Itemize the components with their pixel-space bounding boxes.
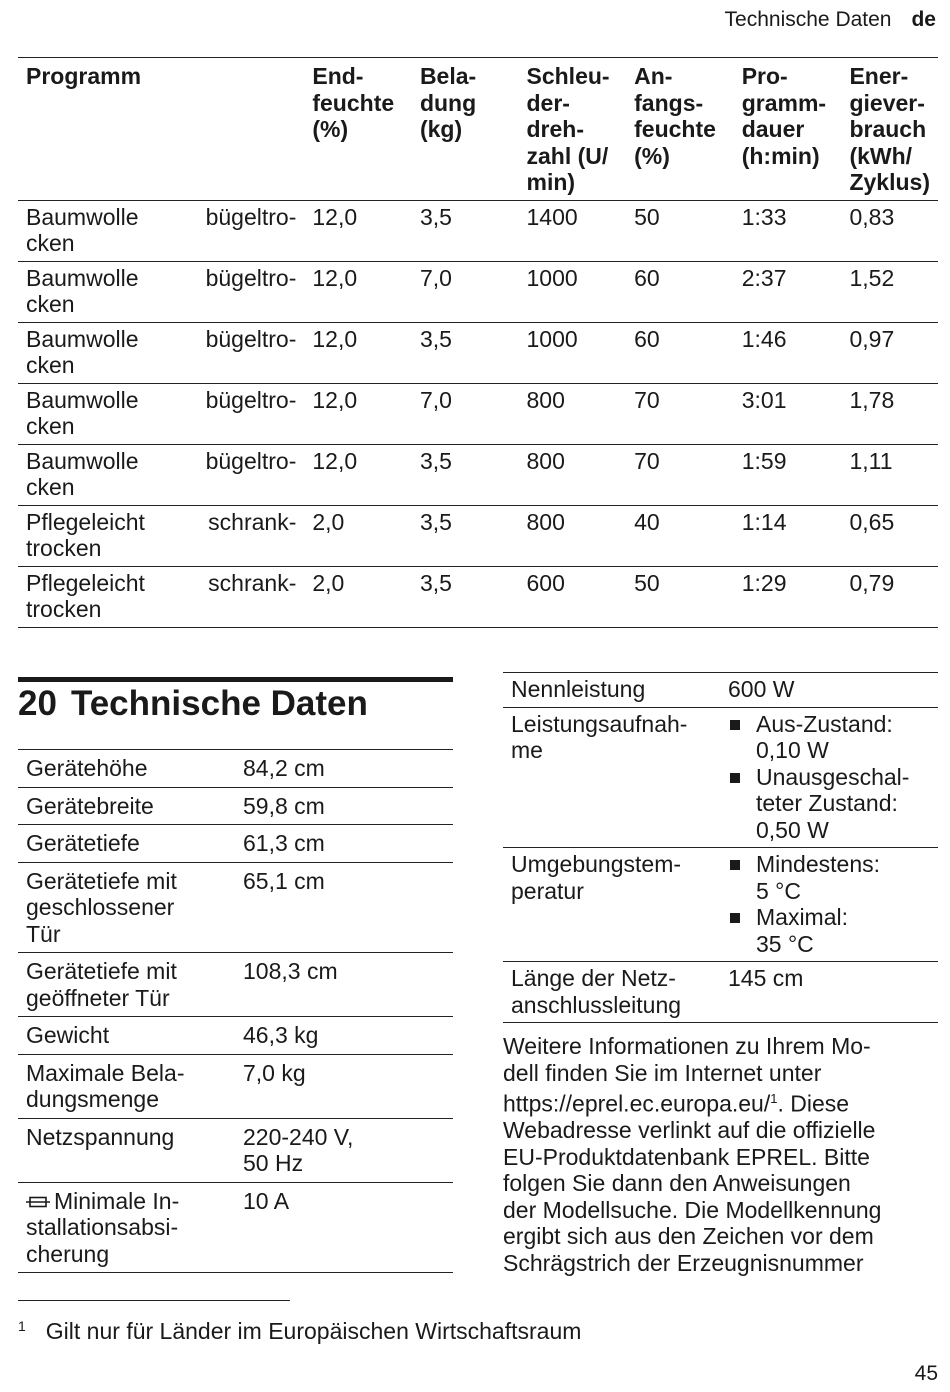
footnote-text: Gilt nur für Länder im Europäischen Wirtschaftsraum xyxy=(45,1318,582,1344)
spec-label: Gerätetiefe mit geöffneter Tür xyxy=(18,953,235,1017)
table-row xyxy=(18,444,938,505)
column-header: Ener- giever- brauch (kWh/ Zyklus) xyxy=(841,58,938,201)
cell-load: 3,5 xyxy=(412,505,519,566)
spec-value: 10 A xyxy=(235,1182,453,1273)
spec-label: Netzspannung xyxy=(18,1118,235,1182)
list-item: Unausgeschal- teter Zustand: 0,50 W xyxy=(728,764,930,844)
cell-duration: 1:33 xyxy=(734,200,842,261)
list-item: Mindestens: 5 °C xyxy=(728,851,930,904)
cell-energy: 0,79 xyxy=(841,566,938,627)
spec-value: 46,3 kg xyxy=(235,1017,453,1055)
table-row xyxy=(18,505,938,566)
running-header-title: Technische Daten xyxy=(724,8,892,31)
table-row xyxy=(18,200,938,261)
spec-value: 220-240 V, 50 Hz xyxy=(235,1118,453,1182)
list-item: Maximal: 35 °C xyxy=(728,904,930,957)
cell-duration: 1:14 xyxy=(734,505,842,566)
table-row xyxy=(18,825,453,863)
program-name: Baumwolle bügeltro- cken xyxy=(18,444,304,505)
column-header: End- feuchte (%) xyxy=(304,58,412,201)
section-heading xyxy=(18,684,368,724)
cell-load: 3,5 xyxy=(412,566,519,627)
cell-initial: 60 xyxy=(626,261,734,322)
program-name: Pflegeleicht schrank- trocken xyxy=(18,505,304,566)
cell-energy: 1,52 xyxy=(841,261,938,322)
spec-value: 59,8 cm xyxy=(235,787,453,825)
ambient-temperature-values xyxy=(720,848,938,962)
cell-load: 7,0 xyxy=(412,261,519,322)
table-row xyxy=(18,1182,453,1273)
table-row-cable-length xyxy=(503,962,938,1023)
cell-end: 2,0 xyxy=(304,566,412,627)
spec-value: 65,1 cm xyxy=(235,862,453,953)
spec-value: 108,3 cm xyxy=(235,953,453,1017)
cell-end: 12,0 xyxy=(304,444,412,505)
spec-label: Gerätetiefe xyxy=(18,825,235,863)
spec-label: Maximale Bela- dungsmenge xyxy=(18,1054,235,1118)
spec-value: 61,3 cm xyxy=(235,825,453,863)
section-number: 20 xyxy=(18,684,57,723)
cell-spin: 1000 xyxy=(519,261,627,322)
cell-end: 2,0 xyxy=(304,505,412,566)
program-table-header xyxy=(18,58,938,201)
cell-initial: 40 xyxy=(626,505,734,566)
spec-label: Gerätetiefe mit geschlossener Tür xyxy=(18,862,235,953)
footnote-mark: 1 xyxy=(18,1318,26,1334)
table-row xyxy=(18,566,938,627)
cell-duration: 1:29 xyxy=(734,566,842,627)
spec-label: Minimale In- stallationsabsi- cherung xyxy=(18,1182,235,1273)
table-row-rated-power xyxy=(503,673,938,708)
table-row xyxy=(18,750,453,788)
program-name: Baumwolle bügeltro- cken xyxy=(18,322,304,383)
cell-energy: 1,78 xyxy=(841,383,938,444)
table-row xyxy=(18,261,938,322)
cell-initial: 50 xyxy=(626,200,734,261)
power-consumption-label: Leistungsaufnah- me xyxy=(503,707,720,848)
program-name: Baumwolle bügeltro- cken xyxy=(18,383,304,444)
program-name: Baumwolle bügeltro- cken xyxy=(18,200,304,261)
table-row xyxy=(18,787,453,825)
cell-load: 3,5 xyxy=(412,444,519,505)
power-consumption-values xyxy=(720,707,938,848)
rated-power-label: Nennleistung xyxy=(503,673,720,708)
cell-initial: 70 xyxy=(626,383,734,444)
info-paragraph: Weitere Informationen zu Ihrem Mo- dell finden Sie im Internet unter https://eprel.ec.europa.eu/$^1$. Diese Webadresse verlinkt auf die offizielle EU-Produktdatenbank EPREL. Bitte folgen Sie dann den Anweisungen der Modellsuche. Die Modellkennung ergibt sich aus den Zeichen vor dem Schrägstrich der Erzeugnisnummer xyxy=(503,1033,882,1276)
cable-length-value: 145 cm xyxy=(720,962,938,1023)
program-name: Baumwolle bügeltro- cken xyxy=(18,261,304,322)
table-row-power-consumption xyxy=(503,707,938,848)
table-row xyxy=(18,862,453,953)
language-code: de xyxy=(911,8,936,31)
program-table xyxy=(18,57,938,628)
spec-value: 84,2 cm xyxy=(235,750,453,788)
cell-spin: 600 xyxy=(519,566,627,627)
column-header: Pro- gramm- dauer (h:min) xyxy=(734,58,842,201)
cell-spin: 1000 xyxy=(519,322,627,383)
power-table xyxy=(503,672,938,1023)
cell-spin: 800 xyxy=(519,505,627,566)
dimensions-table xyxy=(18,749,453,1273)
running-header xyxy=(725,8,936,32)
cell-end: 12,0 xyxy=(304,383,412,444)
table-row xyxy=(18,1054,453,1118)
cell-spin: 800 xyxy=(519,444,627,505)
spec-label: Gewicht xyxy=(18,1017,235,1055)
cell-spin: 800 xyxy=(519,383,627,444)
table-row xyxy=(18,383,938,444)
cell-end: 12,0 xyxy=(304,200,412,261)
section-rule xyxy=(18,677,453,682)
spec-label: Gerätebreite xyxy=(18,787,235,825)
cell-initial: 50 xyxy=(626,566,734,627)
footnote-rule xyxy=(18,1300,290,1301)
column-header: Schleu- der- dreh- zahl (U/ min) xyxy=(519,58,627,201)
cell-energy: 0,83 xyxy=(841,200,938,261)
cell-end: 12,0 xyxy=(304,322,412,383)
table-row-ambient-temperature xyxy=(503,848,938,962)
program-name: Pflegeleicht schrank- trocken xyxy=(18,566,304,627)
footnote-ref: 1 xyxy=(770,1091,778,1106)
cell-load: 3,5 xyxy=(412,322,519,383)
cell-end: 12,0 xyxy=(304,261,412,322)
list-item: Aus-Zustand: 0,10 W xyxy=(728,711,930,764)
cell-energy: 0,65 xyxy=(841,505,938,566)
footnote xyxy=(18,1318,581,1345)
column-header: Bela- dung (kg) xyxy=(412,58,519,201)
cell-load: 7,0 xyxy=(412,383,519,444)
cell-duration: 2:37 xyxy=(734,261,842,322)
cell-duration: 1:46 xyxy=(734,322,842,383)
cell-energy: 1,11 xyxy=(841,444,938,505)
column-header: Programm xyxy=(18,58,304,201)
table-row xyxy=(18,1118,453,1182)
cell-duration: 1:59 xyxy=(734,444,842,505)
page-number: 45 xyxy=(914,1362,938,1385)
cell-energy: 0,97 xyxy=(841,322,938,383)
cell-initial: 70 xyxy=(626,444,734,505)
cell-load: 3,5 xyxy=(412,200,519,261)
table-row xyxy=(18,1017,453,1055)
section-title: Technische Daten xyxy=(70,684,368,723)
spec-value: 7,0 kg xyxy=(235,1054,453,1118)
cell-spin: 1400 xyxy=(519,200,627,261)
spec-label: Gerätehöhe xyxy=(18,750,235,788)
cell-initial: 60 xyxy=(626,322,734,383)
eprel-link[interactable]: https://eprel.ec.europa.eu/ xyxy=(503,1090,771,1117)
fuse-icon xyxy=(26,1195,50,1209)
table-row xyxy=(18,322,938,383)
cable-length-label: Länge der Netz- anschlussleitung xyxy=(503,962,720,1023)
table-row xyxy=(18,953,453,1017)
ambient-temperature-label: Umgebungstem- peratur xyxy=(503,848,720,962)
rated-power-value: 600 W xyxy=(720,673,938,708)
cell-duration: 3:01 xyxy=(734,383,842,444)
column-header: An- fangs- feuchte (%) xyxy=(626,58,734,201)
